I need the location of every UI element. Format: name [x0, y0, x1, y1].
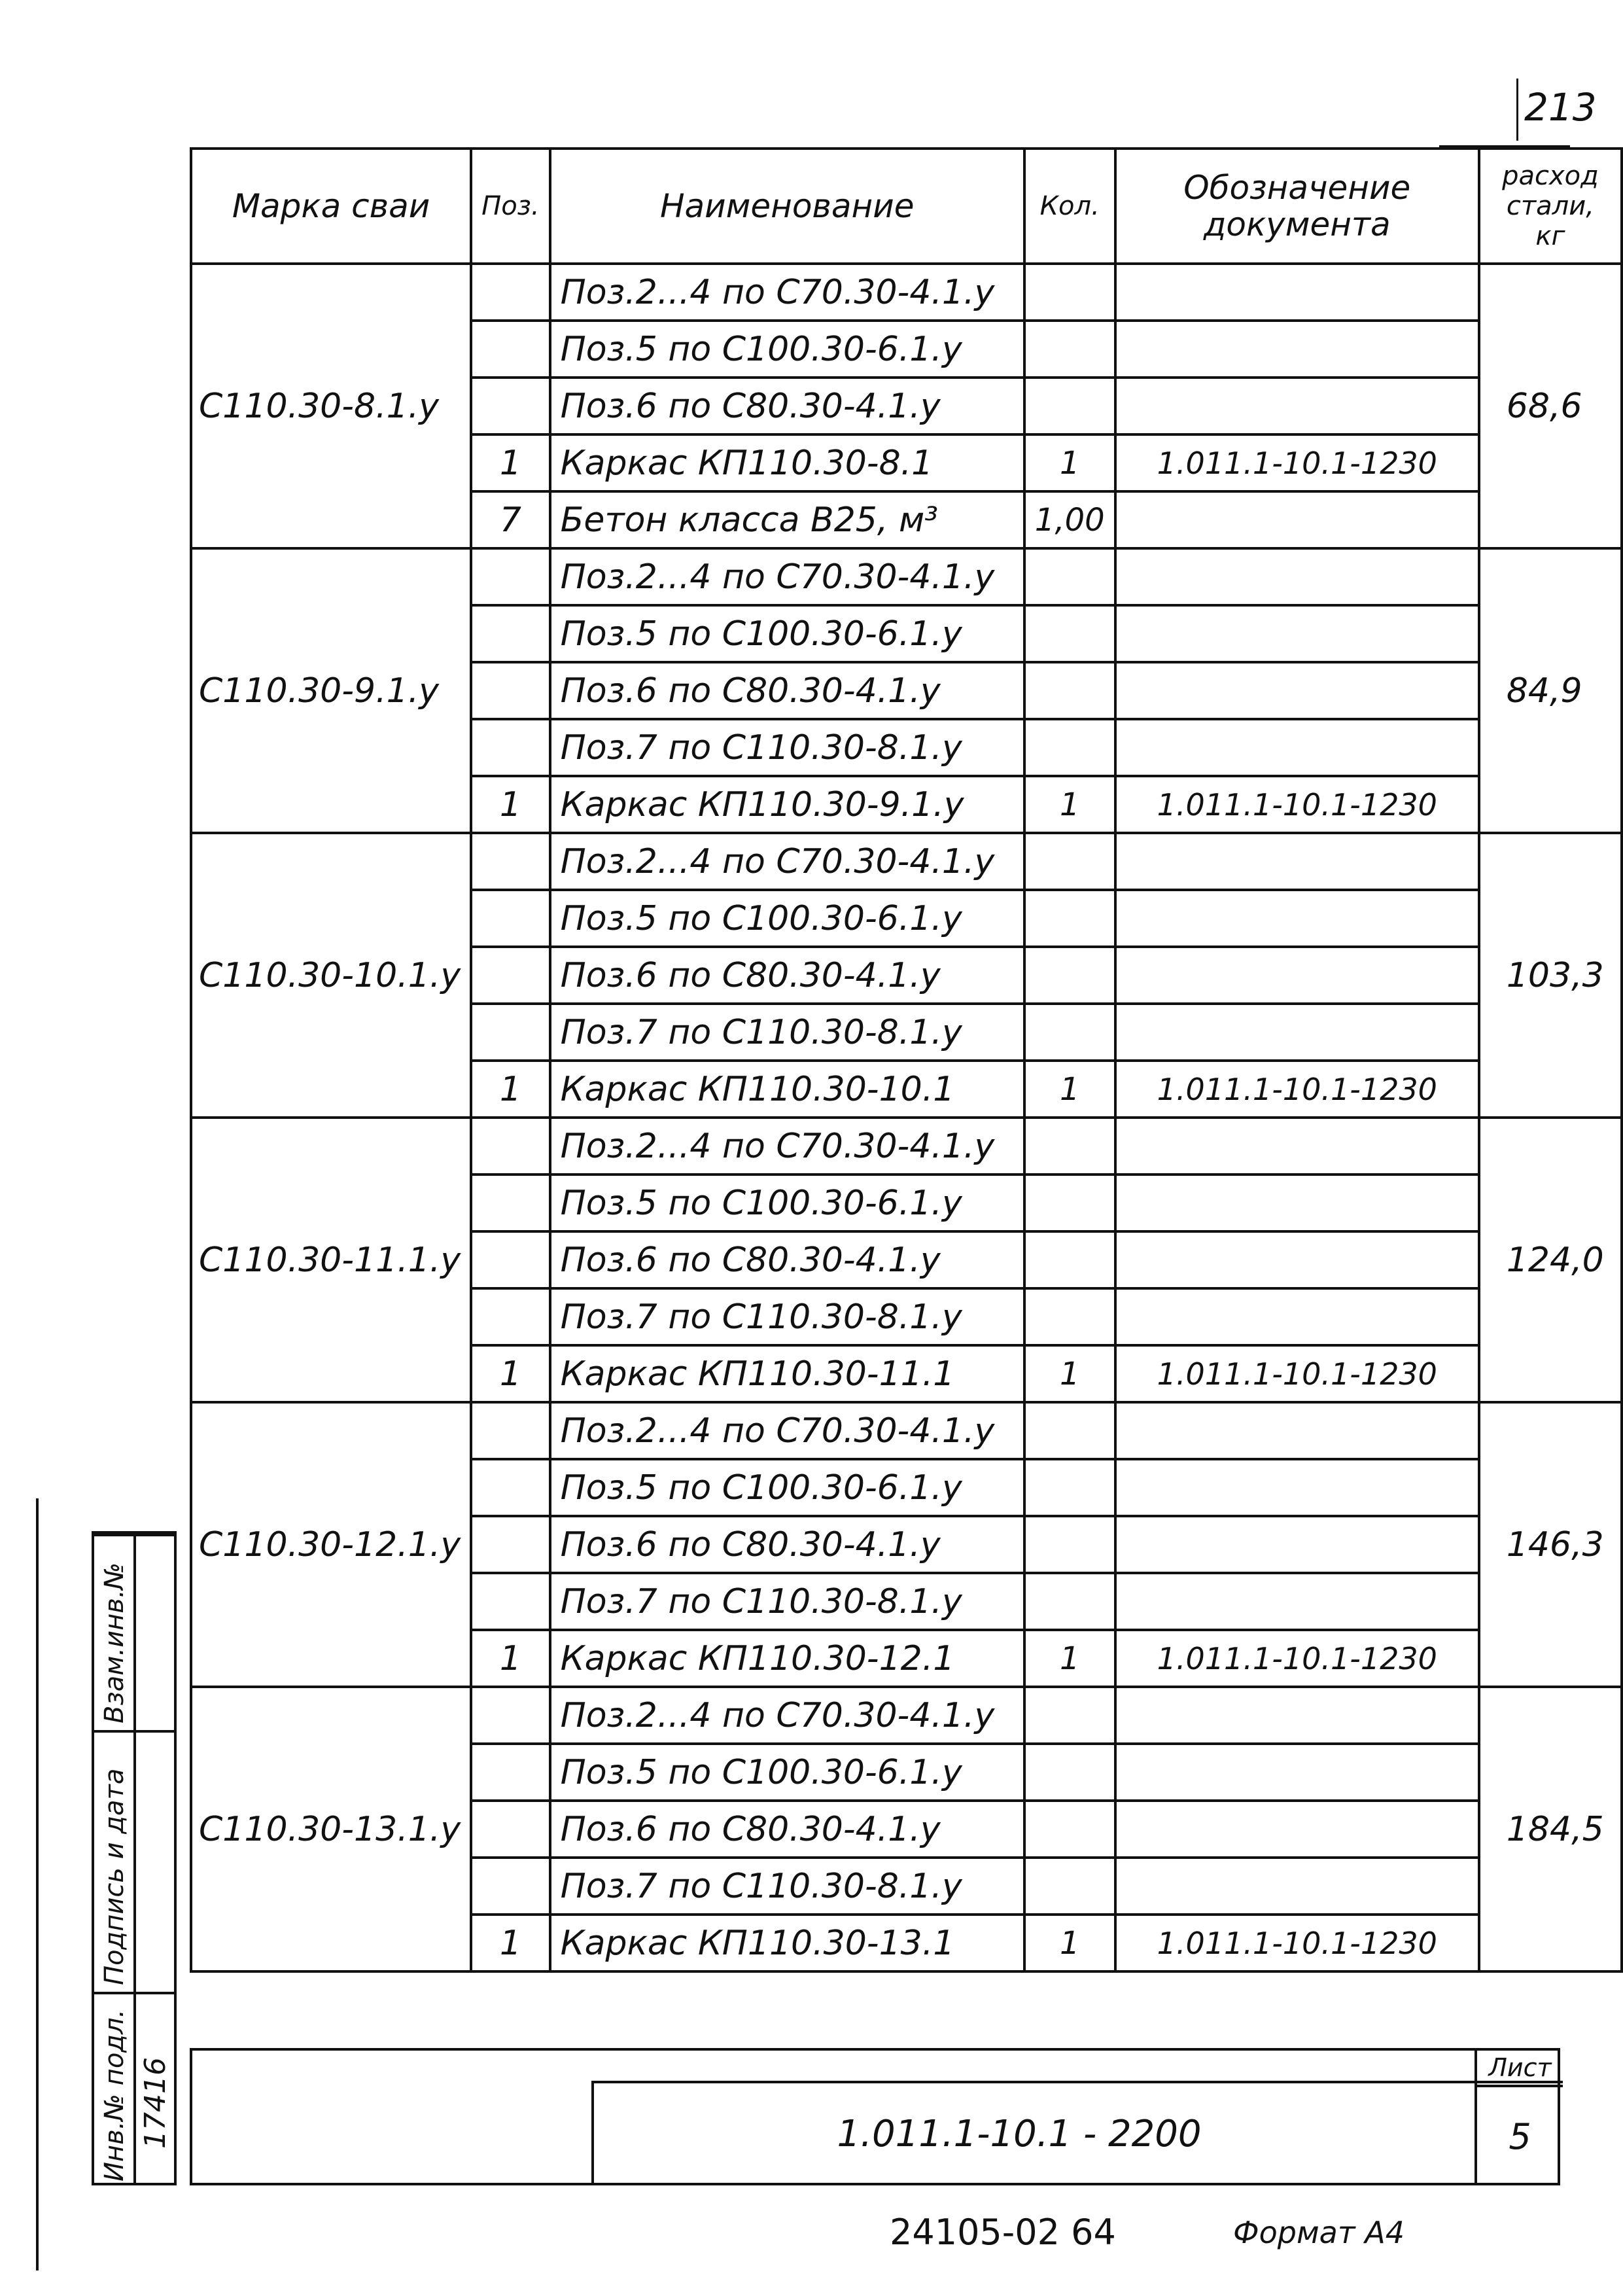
document-cell: [1115, 1744, 1479, 1801]
name-cell: Каркас КП110.30-13.1: [550, 1915, 1024, 1971]
position-cell: 1: [471, 434, 550, 491]
document-cell: [1115, 1004, 1479, 1061]
position-cell: 1: [471, 1345, 550, 1402]
header-steel: расход стали, кг: [1479, 149, 1622, 264]
quantity-cell: [1024, 1801, 1115, 1858]
steel-consumption: 184,5: [1479, 1687, 1622, 1971]
name-cell: Поз.6 по С80.30-4.1.у: [550, 1231, 1024, 1288]
steel-consumption: 146,3: [1479, 1402, 1622, 1687]
quantity-cell: [1024, 378, 1115, 434]
header-pos: Поз.: [471, 149, 550, 264]
binding-line: [36, 1498, 39, 2270]
quantity-cell: [1024, 548, 1115, 605]
title-block: [190, 2048, 1560, 2185]
quantity-cell: 1: [1024, 434, 1115, 491]
table-row: [191, 1687, 1622, 1744]
name-cell: Поз.7 по С110.30-8.1.у: [550, 1004, 1024, 1061]
quantity-cell: [1024, 1402, 1115, 1459]
position-cell: [471, 1744, 550, 1801]
name-cell: Каркас КП110.30-9.1.у: [550, 776, 1024, 833]
quantity-cell: [1024, 833, 1115, 890]
document-cell: [1115, 662, 1479, 719]
document-cell: 1.011.1-10.1-1230: [1115, 776, 1479, 833]
quantity-cell: [1024, 321, 1115, 378]
quantity-cell: [1024, 1459, 1115, 1516]
table-row: [191, 833, 1622, 890]
title-block-top-rule: [192, 2048, 1558, 2051]
position-cell: [471, 1459, 550, 1516]
document-cell: [1115, 1118, 1479, 1174]
quantity-cell: [1024, 605, 1115, 662]
name-cell: Поз.6 по С80.30-4.1.у: [550, 947, 1024, 1004]
header-qty: Кол.: [1024, 149, 1115, 264]
document-cell: 1.011.1-10.1-1230: [1115, 1061, 1479, 1118]
steel-consumption: 68,6: [1479, 264, 1622, 548]
header-row: [191, 149, 1622, 264]
name-cell: Поз.5 по С100.30-6.1.у: [550, 321, 1024, 378]
quantity-cell: 1: [1024, 1630, 1115, 1687]
position-cell: [471, 1174, 550, 1231]
position-cell: [471, 833, 550, 890]
name-cell: Поз.2...4 по С70.30-4.1.у: [550, 1118, 1024, 1174]
document-cell: [1115, 1174, 1479, 1231]
page-number: 213: [1524, 85, 1597, 130]
pile-mark: С110.30-12.1.у: [191, 1402, 471, 1687]
pile-mark: С110.30-13.1.у: [191, 1687, 471, 1971]
name-cell: Поз.2...4 по С70.30-4.1.у: [550, 264, 1024, 321]
document-cell: [1115, 321, 1479, 378]
name-cell: Поз.2...4 по С70.30-4.1.у: [550, 1687, 1024, 1744]
name-cell: Поз.6 по С80.30-4.1.у: [550, 378, 1024, 434]
position-cell: 1: [471, 1630, 550, 1687]
quantity-cell: [1024, 1516, 1115, 1573]
position-cell: [471, 1516, 550, 1573]
name-cell: Поз.6 по С80.30-4.1.у: [550, 662, 1024, 719]
document-cell: [1115, 1288, 1479, 1345]
position-cell: [471, 890, 550, 947]
name-cell: Каркас КП110.30-12.1: [550, 1630, 1024, 1687]
position-cell: [471, 321, 550, 378]
sheet-box: [1475, 2051, 1563, 2185]
name-cell: Каркас КП110.30-10.1: [550, 1061, 1024, 1118]
position-cell: [471, 264, 550, 321]
quantity-cell: [1024, 1288, 1115, 1345]
pile-mark: С110.30-10.1.у: [191, 833, 471, 1118]
document-cell: [1115, 1231, 1479, 1288]
quantity-cell: 1,00: [1024, 491, 1115, 548]
name-cell: Поз.2...4 по С70.30-4.1.у: [550, 548, 1024, 605]
quantity-cell: [1024, 264, 1115, 321]
sheet-label: Лист: [1488, 2053, 1552, 2082]
header-mark: Марка сваи: [191, 149, 471, 264]
footer-format: Формат А4: [1233, 2215, 1405, 2250]
quantity-cell: [1024, 947, 1115, 1004]
document-cell: [1115, 1858, 1479, 1915]
document-cell: [1115, 1801, 1479, 1858]
document-cell: 1.011.1-10.1-1230: [1115, 1915, 1479, 1971]
quantity-cell: [1024, 1687, 1115, 1744]
position-cell: 1: [471, 1061, 550, 1118]
document-cell: [1115, 1402, 1479, 1459]
page-number-tick: [1516, 79, 1518, 141]
stamp-rule: [94, 1992, 174, 1994]
name-cell: Поз.7 по С110.30-8.1.у: [550, 1858, 1024, 1915]
steel-consumption: 124,0: [1479, 1118, 1622, 1402]
document-cell: [1115, 719, 1479, 776]
position-cell: [471, 548, 550, 605]
name-cell: Поз.7 по С110.30-8.1.у: [550, 1288, 1024, 1345]
name-cell: Поз.5 по С100.30-6.1.у: [550, 890, 1024, 947]
sheet-number: 5: [1509, 2116, 1531, 2157]
pile-mark: С110.30-11.1.у: [191, 1118, 471, 1402]
stamp-inv-orig-label: Инв.№ подл.: [99, 2009, 130, 2181]
name-cell: Бетон класса В25, м³: [550, 491, 1024, 548]
position-cell: [471, 947, 550, 1004]
steel-consumption: 84,9: [1479, 548, 1622, 833]
document-cell: [1115, 491, 1479, 548]
quantity-cell: 1: [1024, 776, 1115, 833]
name-cell: Поз.6 по С80.30-4.1.у: [550, 1801, 1024, 1858]
document-cell: [1115, 1516, 1479, 1573]
quantity-cell: [1024, 1174, 1115, 1231]
name-cell: Каркас КП110.30-11.1: [550, 1345, 1024, 1402]
position-cell: [471, 662, 550, 719]
table-row: [191, 1402, 1622, 1459]
name-cell: Каркас КП110.30-8.1: [550, 434, 1024, 491]
document-cell: [1115, 264, 1479, 321]
specification-table: [190, 147, 1623, 1973]
stamp-rule: [94, 1534, 174, 1536]
table-row: [191, 1118, 1622, 1174]
position-cell: 1: [471, 776, 550, 833]
name-cell: Поз.6 по С80.30-4.1.у: [550, 1516, 1024, 1573]
document-cell: 1.011.1-10.1-1230: [1115, 1345, 1479, 1402]
document-cell: [1115, 548, 1479, 605]
document-cell: [1115, 1687, 1479, 1744]
stamp-replace-label: Взам.инв.№: [99, 1562, 130, 1723]
document-cell: 1.011.1-10.1-1230: [1115, 434, 1479, 491]
position-cell: [471, 1687, 550, 1744]
document-cell: [1115, 605, 1479, 662]
name-cell: Поз.5 по С100.30-6.1.у: [550, 605, 1024, 662]
stamp-inv-orig-value: 17416: [139, 2057, 172, 2149]
document-cell: 1.011.1-10.1-1230: [1115, 1630, 1479, 1687]
position-cell: [471, 719, 550, 776]
document-cell: [1115, 890, 1479, 947]
steel-consumption: 103,3: [1479, 833, 1622, 1118]
margin-stamp: [92, 1531, 177, 2185]
stamp-signature-label: Подпись и дата: [99, 1768, 130, 1985]
position-cell: 1: [471, 1915, 550, 1971]
title-block-inner: [591, 2053, 1563, 2183]
quantity-cell: [1024, 1858, 1115, 1915]
position-cell: [471, 1288, 550, 1345]
name-cell: Поз.2...4 по С70.30-4.1.у: [550, 833, 1024, 890]
quantity-cell: [1024, 662, 1115, 719]
document-cell: [1115, 947, 1479, 1004]
quantity-cell: [1024, 1744, 1115, 1801]
name-cell: Поз.5 по С100.30-6.1.у: [550, 1744, 1024, 1801]
position-cell: [471, 1801, 550, 1858]
quantity-cell: [1024, 1231, 1115, 1288]
sheet-separator: [1477, 2085, 1563, 2087]
stamp-divider: [133, 1534, 136, 2183]
quantity-cell: [1024, 1118, 1115, 1174]
name-cell: Поз.5 по С100.30-6.1.у: [550, 1459, 1024, 1516]
quantity-cell: [1024, 1004, 1115, 1061]
name-cell: Поз.7 по С110.30-8.1.у: [550, 719, 1024, 776]
position-cell: [471, 605, 550, 662]
document-cell: [1115, 833, 1479, 890]
document-cell: [1115, 378, 1479, 434]
name-cell: Поз.5 по С100.30-6.1.у: [550, 1174, 1024, 1231]
pile-mark: С110.30-8.1.у: [191, 264, 471, 548]
name-cell: Поз.2...4 по С70.30-4.1.у: [550, 1402, 1024, 1459]
quantity-cell: 1: [1024, 1915, 1115, 1971]
quantity-cell: 1: [1024, 1345, 1115, 1402]
quantity-cell: [1024, 719, 1115, 776]
footer-code: 24105-02 64: [890, 2212, 1116, 2253]
table-row: [191, 264, 1622, 321]
stamp-rule: [94, 1730, 174, 1733]
position-cell: [471, 1004, 550, 1061]
position-cell: [471, 1858, 550, 1915]
position-cell: [471, 1118, 550, 1174]
document-cell: [1115, 1573, 1479, 1630]
header-name: Наименование: [550, 149, 1024, 264]
position-cell: [471, 1573, 550, 1630]
header-doc: Обозначение документа: [1115, 149, 1479, 264]
position-cell: 7: [471, 491, 550, 548]
position-cell: [471, 378, 550, 434]
name-cell: Поз.7 по С110.30-8.1.у: [550, 1573, 1024, 1630]
table-row: [191, 548, 1622, 605]
position-cell: [471, 1231, 550, 1288]
pile-mark: С110.30-9.1.у: [191, 548, 471, 833]
spec-body: [191, 264, 1622, 1971]
position-cell: [471, 1402, 550, 1459]
quantity-cell: [1024, 890, 1115, 947]
document-code: 1.011.1-10.1 - 2200: [837, 2113, 1202, 2155]
quantity-cell: 1: [1024, 1061, 1115, 1118]
quantity-cell: [1024, 1573, 1115, 1630]
document-cell: [1115, 1459, 1479, 1516]
